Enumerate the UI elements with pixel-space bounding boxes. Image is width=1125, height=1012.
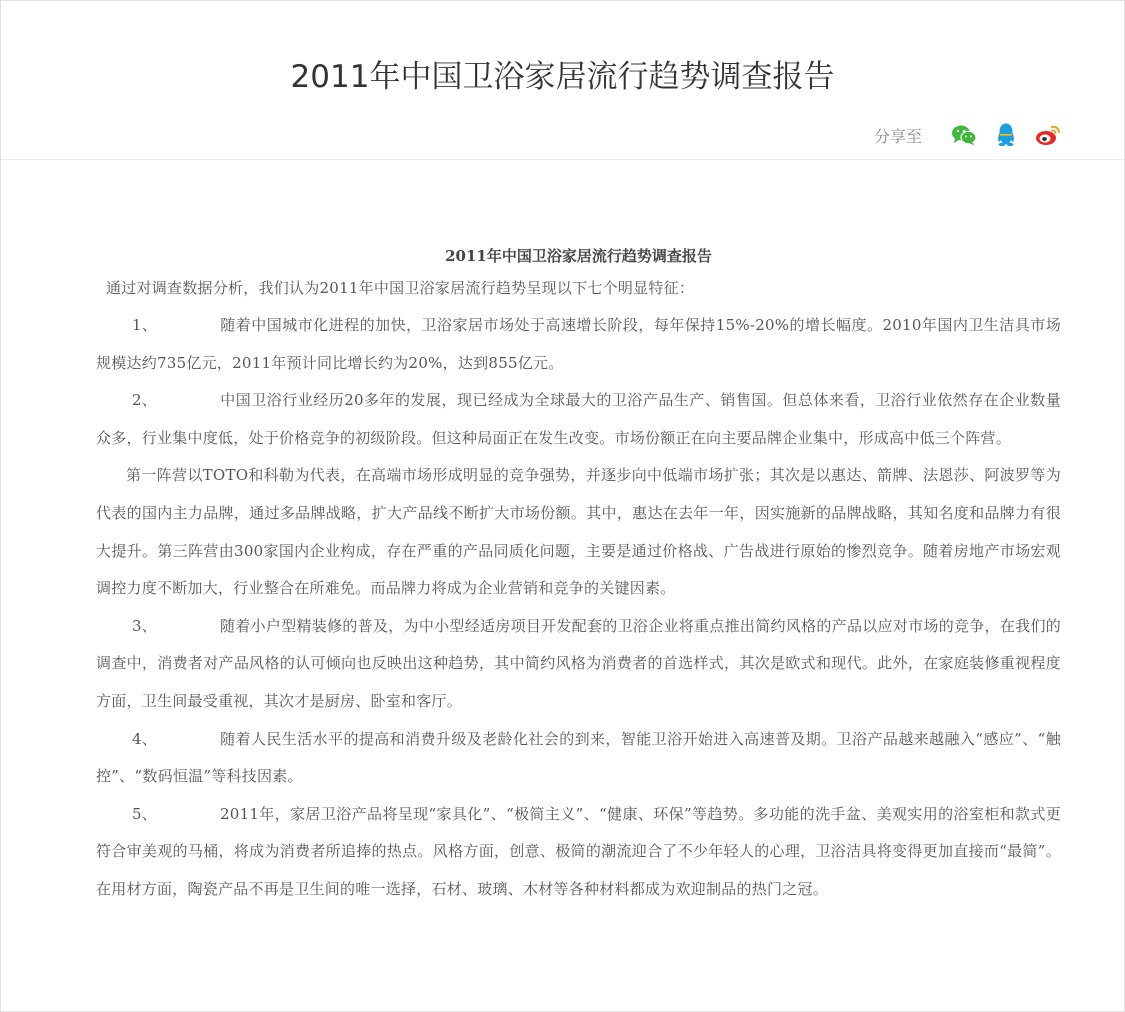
document-heading: 2011年中国卫浴家居流行趋势调查报告 bbox=[445, 247, 712, 265]
page-title: 2011年中国卫浴家居流行趋势调查报告 bbox=[290, 59, 835, 95]
list-item bbox=[96, 307, 1061, 382]
qq-icon[interactable] bbox=[992, 121, 1020, 149]
list-number: 1、 bbox=[132, 316, 158, 334]
list-item bbox=[96, 721, 1061, 796]
list-item bbox=[96, 382, 1061, 457]
list-number: 3、 bbox=[132, 616, 158, 635]
list-number: 2、 bbox=[132, 391, 158, 410]
camp-paragraph: 第一阵营以TOTO和科勒为代表，在高端市场形成明显的竞争强势，并逐步向中低端市场扩张；其次是以惠达、箭牌、法恩莎、阿波罗等为代表的国内主力品牌，通过多品牌战略，扩大产品线不断扩大市场份额。其中，惠达在去年一年，因实施新的品牌战略，其知名度和品牌力有很大提升。第三阵营由300家国内企业构成，存在严重的产品同质化问题，主要是通过价格战、广告战进行原始的惨烈竞争。随着房地产市场宏观调控力度不断加大，行业整合在所难免。而品牌力将成为企业营销和竞争的关键因素。 bbox=[96, 466, 1061, 598]
weibo-icon[interactable] bbox=[1034, 121, 1062, 149]
list-text: 中国卫浴行业经历20多年的发展，现已经成为全球最大的卫浴产品生产、销售国。但总体来看，卫浴行业依然存在企业数量众多，行业集中度低，处于价格竞争的初级阶段。但这种局面正在发生改变。市场份额正在向主要品牌企业集中，形成高中低三个阵营。 bbox=[96, 391, 1061, 447]
list-number: 4、 bbox=[132, 729, 158, 748]
list-item bbox=[96, 608, 1061, 721]
list-item bbox=[96, 796, 1061, 909]
wechat-icon[interactable] bbox=[950, 121, 978, 149]
article-body bbox=[96, 241, 1061, 909]
share-label: 分享至 bbox=[873, 126, 922, 146]
share-bar bbox=[874, 119, 1062, 151]
list-number: 5、 bbox=[132, 804, 158, 823]
list-text: 随着人民生活水平的提高和消费升级及老龄化社会的到来，智能卫浴开始进入高速普及期。卫浴产品越来越融入“感应”、“触控”、“数码恒温”等科技因素。 bbox=[96, 729, 1061, 786]
list-text: 2011年，家居卫浴产品将呈现“家具化”、“极简主义”、“健康、环保”等趋势。多功能的洗手盆、美观实用的浴室柜和款式更符合审美观的马桶，将成为消费者所追捧的热点。风格方面，创意、极简的潮流迎合了不少年轻人的心理，卫浴洁具将变得更加直接而“最简”。在用材方面，陶瓷产品不再是卫生间的唯一选择，石材、玻璃、木材等各种材料都成为欢迎制品的热门之冠。 bbox=[96, 804, 1061, 898]
article-header bbox=[1, 1, 1124, 160]
list-text: 随着小户型精装修的普及，为中小型经适房项目开发配套的卫浴企业将重点推出简约风格的产品以应对市场的竞争，在我们的调查中，消费者对产品风格的认可倾向也反映出这种趋势，其中简约风格为消费者的首选样式，其次是欧式和现代。此外，在家庭装修重视程度方面，卫生间最受重视，其次才是厨房、卧室和客厅。 bbox=[96, 616, 1061, 710]
intro-paragraph: 通过对调查数据分析，我们认为2011年中国卫浴家居流行趋势呈现以下七个明显特征： bbox=[106, 279, 695, 297]
list-text: 随着中国城市化进程的加快，卫浴家居市场处于高速增长阶段，每年保持15%-20%的增长幅度。2010年国内卫生洁具市场规模达约735亿元，2011年预计同比增长约为20%，达到855亿元。 bbox=[96, 316, 1061, 372]
